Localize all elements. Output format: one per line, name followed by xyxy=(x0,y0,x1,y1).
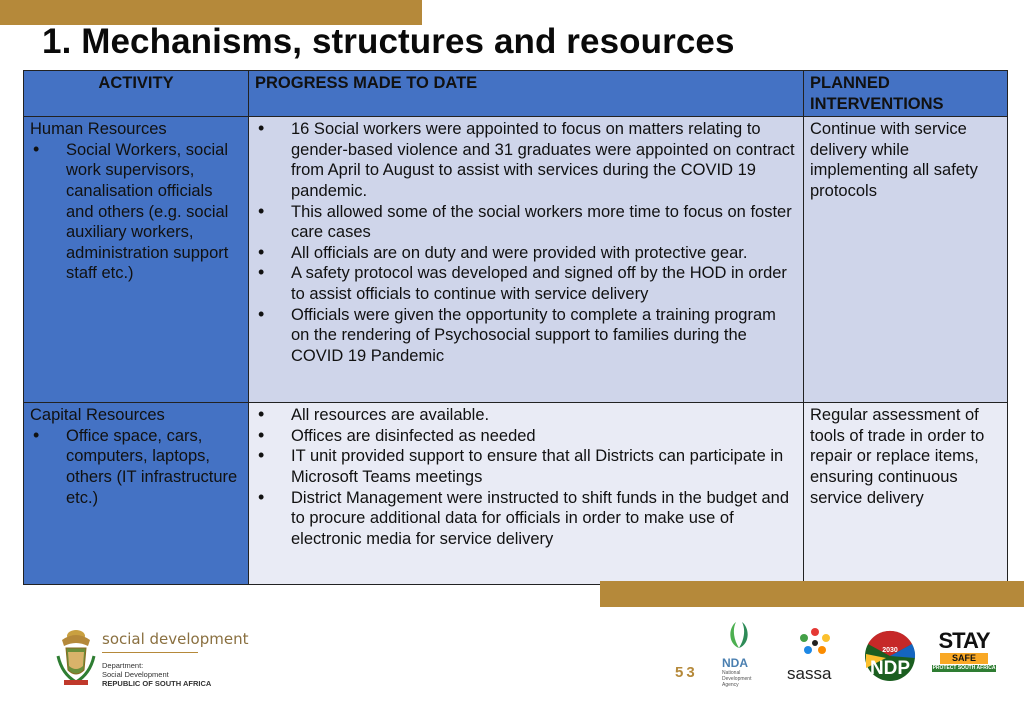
progress-item: • A safety protocol was developed and signed off by the HOD in order to assist officials to continue with service delivery xyxy=(255,263,797,304)
table-header-row xyxy=(24,71,1008,117)
protect-text: PROTECT SOUTH AFRICA xyxy=(932,665,996,671)
planned-cell: Continue with service delivery while implementing all safety protocols xyxy=(804,117,1008,403)
sassa-people-icon xyxy=(795,624,835,660)
header-progress: PROGRESS MADE TO DATE xyxy=(249,71,804,117)
activity-bullet: • Social Workers, social work supervisors, canalisation officials and others (e.g. social auxiliary workers, administration support staff etc.) xyxy=(30,140,242,284)
coat-of-arms-icon xyxy=(54,626,98,688)
department-logo xyxy=(102,630,248,688)
header-activity: ACTIVITY xyxy=(24,71,249,117)
progress-item: • 16 Social workers were appointed to focus on matters relating to gender-based violence and 31 graduates were appointed on contract from April to August to assist with services during the COVID 19 pandemic. xyxy=(255,119,797,201)
progress-item: • This allowed some of the social workers more time to focus on foster care cases xyxy=(255,202,797,243)
ndp-year: 2030 xyxy=(882,647,898,654)
stay-text: STAY xyxy=(938,628,990,653)
safe-text: SAFE xyxy=(940,653,988,664)
page-number: 53 xyxy=(675,664,698,681)
progress-item: • District Management were instructed to shift funds in the budget and to procure additional data for officials in order to make use of electronic media for service delivery xyxy=(255,488,797,550)
dept-logo-divider xyxy=(102,652,198,653)
dept-line3: REPUBLIC OF SOUTH AFRICA xyxy=(102,679,212,688)
planned-cell: Regular assessment of tools of trade in order to repair or replace items, ensuring continuous service delivery xyxy=(804,403,1008,585)
table-row xyxy=(24,117,1008,403)
progress-item: • All officials are on duty and were provided with protective gear. xyxy=(255,243,797,264)
activity-cell xyxy=(24,117,249,403)
progress-item: • Officials were given the opportunity to complete a training program on the rendering of Psychosocial support to families during the COVID 19 Pandemic xyxy=(255,305,797,367)
slide-title: 1. Mechanisms, structures and resources xyxy=(42,22,735,61)
nda-abbr: NDA xyxy=(722,656,748,670)
nda-swirl-icon xyxy=(722,618,756,652)
ndp-text: NDP xyxy=(869,658,911,679)
header-planned xyxy=(804,71,1008,117)
header-planned-line1: PLANNED xyxy=(810,74,890,92)
nda-line3: Agency xyxy=(722,682,739,688)
ndp-flag-icon xyxy=(864,628,916,684)
dept-line1: Department: xyxy=(102,661,144,670)
bottom-accent-bar xyxy=(600,581,1024,607)
progress-item: • Offices are disinfected as needed xyxy=(255,426,797,447)
nda-logo xyxy=(722,618,762,690)
sassa-wordmark: sassa xyxy=(787,664,832,683)
activity-bullet: • Office space, cars, computers, laptops, others (IT infrastructure etc.) xyxy=(30,426,242,508)
activity-title: Capital Resources xyxy=(30,406,165,425)
sassa-logo xyxy=(787,624,847,688)
ndp-logo xyxy=(864,628,916,688)
nda-line1: National xyxy=(722,670,741,676)
header-planned-line2: INTERVENTIONS xyxy=(810,94,944,113)
resources-table xyxy=(23,70,1008,585)
dept-logo-title: social development xyxy=(102,630,249,648)
table-row xyxy=(24,403,1008,585)
stay-safe-logo xyxy=(932,630,996,690)
dept-line2: Social Development xyxy=(102,670,169,679)
dept-text xyxy=(102,661,248,688)
progress-item: • IT unit provided support to ensure that all Districts can participate in Microsoft Teams meetings xyxy=(255,446,797,487)
activity-cell xyxy=(24,403,249,585)
progress-item: • All resources are available. xyxy=(255,405,797,426)
progress-cell xyxy=(249,403,804,585)
progress-cell xyxy=(249,117,804,403)
activity-title: Human Resources xyxy=(30,120,167,139)
nda-line2: Development xyxy=(722,676,752,682)
